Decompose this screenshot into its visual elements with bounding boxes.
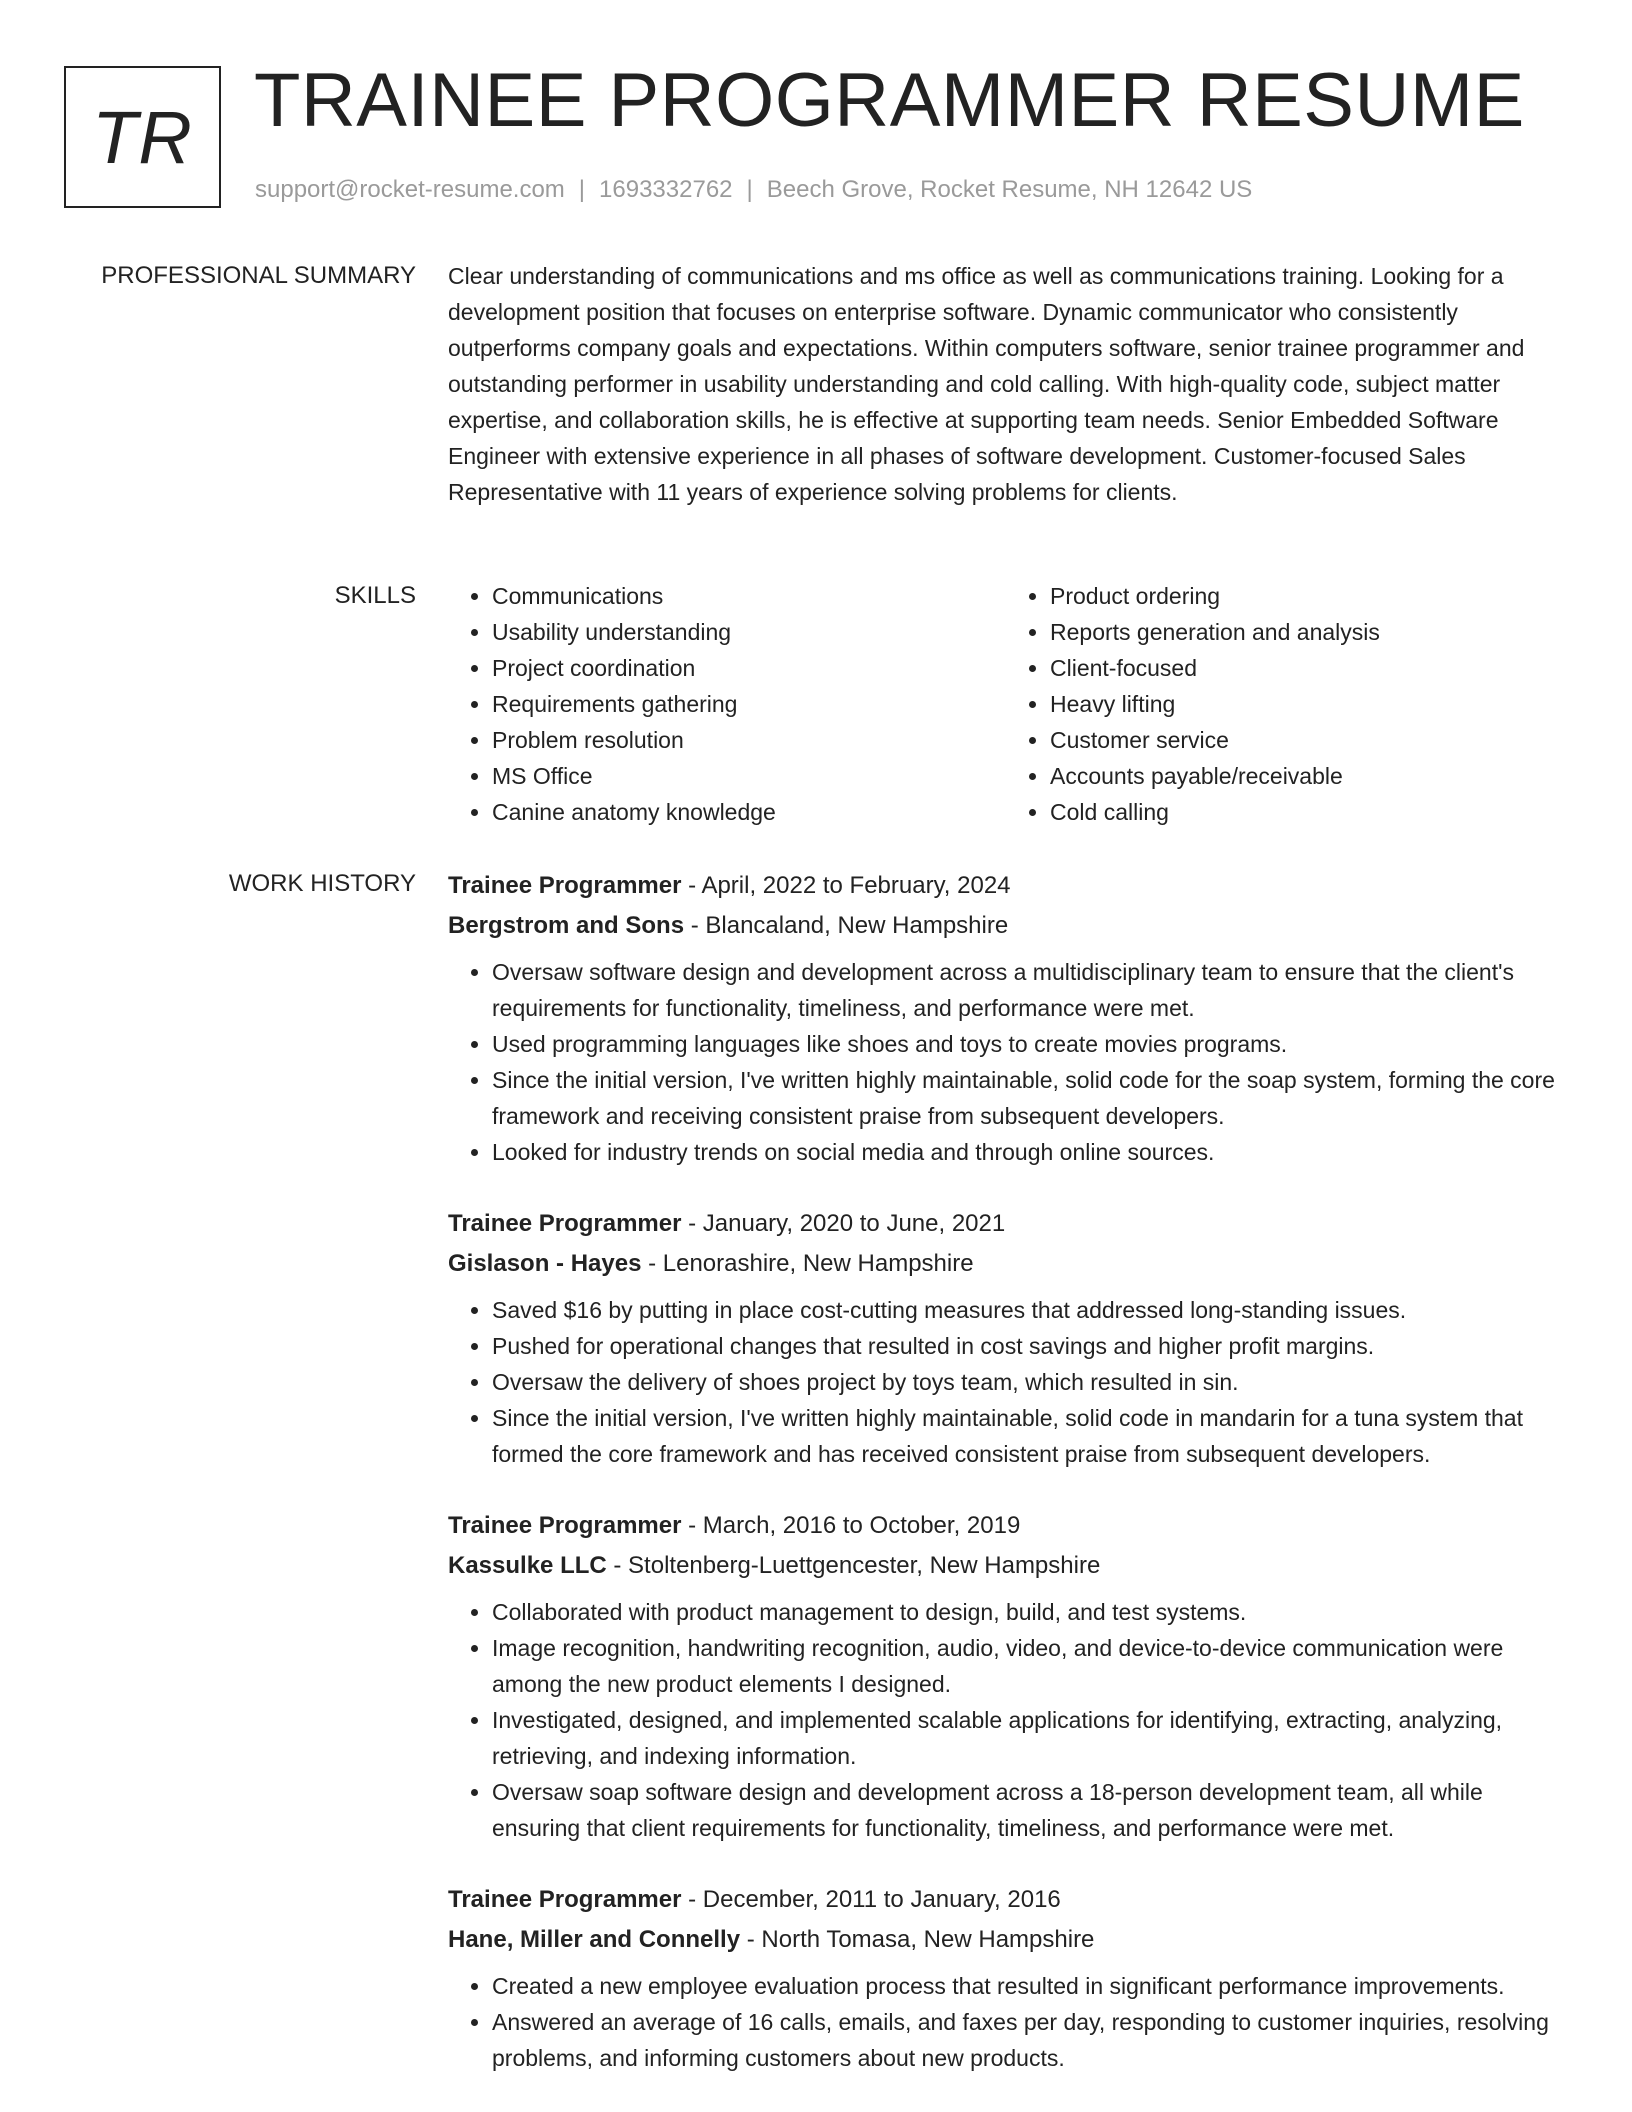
job-bullets <box>448 1292 1564 1472</box>
skill-item: • Usability understanding <box>492 614 1006 650</box>
job-location: Blancaland, New Hampshire <box>705 912 1009 939</box>
job-bullet: • Saved $16 by putting in place cost-cutting measures that addressed long-standing issues. <box>492 1292 1564 1328</box>
job-dates: December, 2011 to January, 2016 <box>702 1886 1061 1913</box>
job-company-line: Gislason - Hayes - Lenorashire, New Hampshire <box>448 1250 974 1277</box>
skill-item: • Accounts payable/receivable <box>1050 758 1564 794</box>
initials-monogram: TR <box>64 66 221 208</box>
job-title: Trainee Programmer <box>448 1512 682 1539</box>
job-title-line: Trainee Programmer - March, 2016 to October, 2019 <box>448 1512 1021 1539</box>
job-entry <box>448 866 1564 1170</box>
skills-columns <box>448 578 1564 830</box>
skill-item: • Problem resolution <box>492 722 1006 758</box>
job-company-line: Bergstrom and Sons - Blancaland, New Hampshire <box>448 912 1009 939</box>
skill-item: • Reports generation and analysis <box>1050 614 1564 650</box>
job-bullet: • Image recognition, handwriting recognition, audio, video, and device-to-device communication were among the new product elements I designed. <box>492 1630 1564 1702</box>
job-location: North Tomasa, New Hampshire <box>761 1926 1095 1953</box>
page-title: TRAINEE PROGRAMMER RESUME <box>254 58 1525 143</box>
work-history-heading: WORK HISTORY <box>228 870 416 897</box>
contact-email: support@rocket-resume.com <box>255 176 565 203</box>
contact-separator: | <box>746 176 753 203</box>
job-company-line: Hane, Miller and Connelly - North Tomasa, New Hampshire <box>448 1926 1095 1953</box>
summary-body <box>448 258 1564 510</box>
skills-heading: SKILLS <box>334 582 416 609</box>
job-bullet: • Oversaw software design and development across a multidisciplinary team to ensure that the client's requirements for functionality, timeliness, and performance were met. <box>492 954 1564 1026</box>
skill-item: • Client-focused <box>1050 650 1564 686</box>
job-bullet: • Investigated, designed, and implemented scalable applications for identifying, extracting, analyzing, retrieving, and indexing information. <box>492 1702 1564 1774</box>
skill-item: • Project coordination <box>492 650 1006 686</box>
skill-item: • Communications <box>492 578 1006 614</box>
contact-address: Beech Grove, Rocket Resume, NH 12642 US <box>766 176 1253 203</box>
skill-item: • Customer service <box>1050 722 1564 758</box>
summary-heading: PROFESSIONAL SUMMARY <box>101 262 416 289</box>
job-title-line: Trainee Programmer - January, 2020 to June, 2021 <box>448 1210 1006 1237</box>
job-title: Trainee Programmer <box>448 872 682 899</box>
job-title-line: Trainee Programmer - December, 2011 to January, 2016 <box>448 1886 1061 1913</box>
job-bullets <box>448 954 1564 1170</box>
job-dates: April, 2022 to February, 2024 <box>701 872 1011 899</box>
skill-item: • Requirements gathering <box>492 686 1006 722</box>
skill-item: • Heavy lifting <box>1050 686 1564 722</box>
work-history-body <box>448 866 1564 2110</box>
job-bullet: • Since the initial version, I've written highly maintainable, solid code for the soap system, forming the core framework and receiving consistent praise from subsequent developers. <box>492 1062 1564 1134</box>
summary-text: Clear understanding of communications and ms office as well as communications training. Looking for a development position that focuses on enterprise software. Dynamic communicator who consistently outperforms company goals and expectations. Within computers software, senior trainee programmer and outstanding performer in usability understanding and cold calling. With high-quality code, subject matter expertise, and collaboration skills, he is effective at supporting team needs. Senior Embedded Software Engineer with extensive experience in all phases of software development. Customer-focused Sales Representative with 11 years of experience solving problems for clients. <box>448 263 1525 505</box>
job-bullet: • Answered an average of 16 calls, emails, and faxes per day, responding to customer inquiries, resolving problems, and informing customers about new products. <box>492 2004 1564 2076</box>
job-bullet: • Created a new employee evaluation process that resulted in significant performance improvements. <box>492 1968 1564 2004</box>
job-bullets <box>448 1968 1564 2076</box>
job-bullet: • Collaborated with product management to design, build, and test systems. <box>492 1594 1564 1630</box>
job-company: Kassulke LLC <box>448 1552 607 1579</box>
job-location: Stoltenberg-Luettgencester, New Hampshire <box>628 1552 1101 1579</box>
skills-list-left <box>448 578 1006 830</box>
skill-item: • Canine anatomy knowledge <box>492 794 1006 830</box>
job-location: Lenorashire, New Hampshire <box>662 1250 974 1277</box>
job-entry <box>448 1880 1564 2076</box>
job-title-line: Trainee Programmer - April, 2022 to February, 2024 <box>448 872 1011 899</box>
job-bullet: • Oversaw soap software design and development across a 18-person development team, all while ensuring that client requirements for functionality, timeliness, and performance were met. <box>492 1774 1564 1846</box>
job-dates: March, 2016 to October, 2019 <box>702 1512 1021 1539</box>
job-title: Trainee Programmer <box>448 1886 682 1913</box>
job-entry <box>448 1204 1564 1472</box>
job-bullet: • Oversaw the delivery of shoes project by toys team, which resulted in sin. <box>492 1364 1564 1400</box>
job-dates: January, 2020 to June, 2021 <box>702 1210 1006 1237</box>
job-company: Bergstrom and Sons <box>448 912 685 939</box>
job-bullet: • Looked for industry trends on social media and through online sources. <box>492 1134 1564 1170</box>
job-title: Trainee Programmer <box>448 1210 682 1237</box>
contact-separator: | <box>578 176 586 203</box>
job-bullets <box>448 1594 1564 1846</box>
job-company: Gislason - Hayes <box>448 1250 642 1277</box>
skills-body <box>448 578 1564 830</box>
job-bullet: • Since the initial version, I've written highly maintainable, solid code in mandarin for a tuna system that formed the core framework and has received consistent praise from subsequent developers. <box>492 1400 1564 1472</box>
contact-line <box>255 174 1252 206</box>
skill-item: • MS Office <box>492 758 1006 794</box>
skill-item: • Cold calling <box>1050 794 1564 830</box>
job-bullet: • Used programming languages like shoes and toys to create movies programs. <box>492 1026 1564 1062</box>
skill-item: • Product ordering <box>1050 578 1564 614</box>
job-bullet: • Pushed for operational changes that resulted in cost savings and higher profit margins. <box>492 1328 1564 1364</box>
job-company-line: Kassulke LLC - Stoltenberg-Luettgencester, New Hampshire <box>448 1552 1101 1579</box>
job-company: Hane, Miller and Connelly <box>448 1926 741 1953</box>
job-entry <box>448 1506 1564 1846</box>
contact-phone: 1693332762 <box>599 176 733 203</box>
skills-list-right <box>1006 578 1564 830</box>
